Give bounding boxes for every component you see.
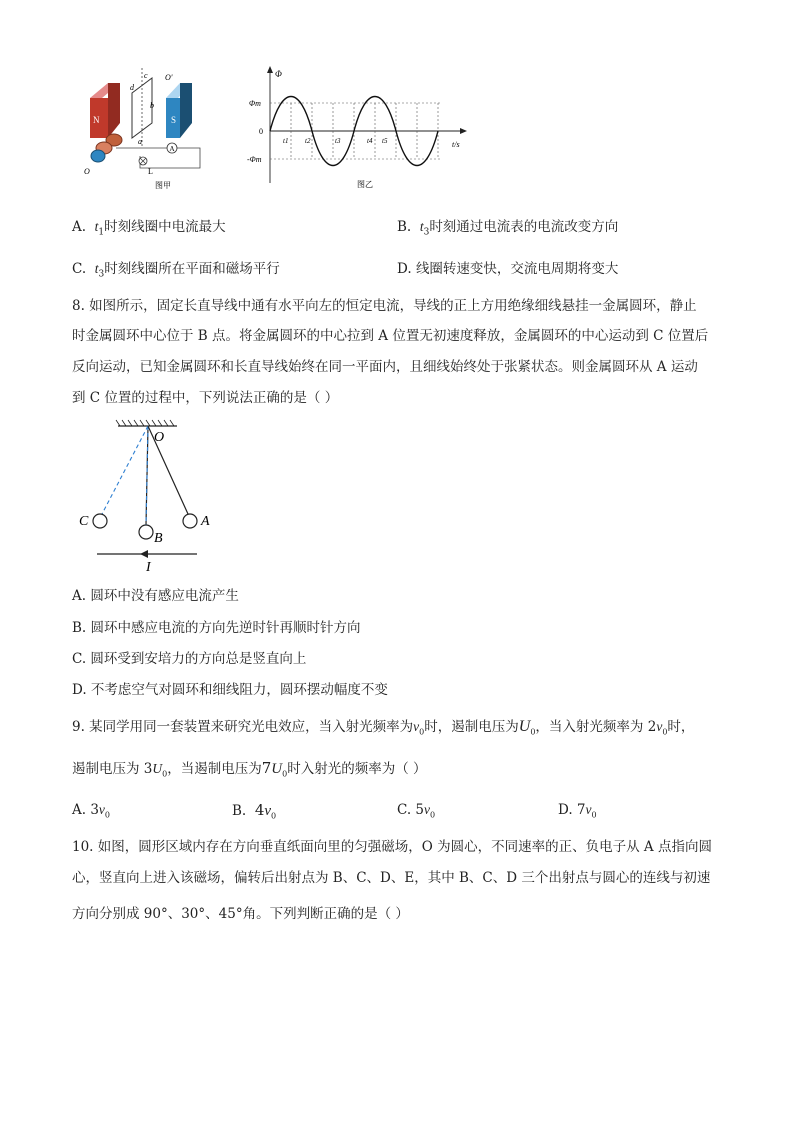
t2-label: t2 <box>305 137 311 145</box>
n-pole-label: N <box>93 115 100 125</box>
t5-label: t5 <box>382 137 388 145</box>
q7-option-a: A. $t_1$时刻线圈中电流最大 <box>72 219 226 238</box>
q8-option-d: D. 不考虑空气对圆环和细线阻力，圆环摆动幅度不变 <box>72 682 388 698</box>
s-pole-label: S <box>171 115 177 125</box>
label-d: d <box>130 83 134 92</box>
q9-option-a: A. $3\nu_0$ <box>72 802 111 820</box>
q9-option-d: D. $7\nu_0$ <box>558 802 597 820</box>
label-c: c <box>144 71 148 80</box>
lamp-label: L <box>148 167 153 176</box>
q8-line-2: 时金属圆环中心位于 B 点。将金属圆环的中心拉到 A 位置无初速度释放，金属圆环的中心运动到 C 位置后 <box>72 328 709 344</box>
current-i-label: I <box>146 560 151 573</box>
q8-option-a: A. 圆环中没有感应电流产生 <box>72 588 239 604</box>
q10-line-1: 10. 如图，圆形区域内存在方向垂直纸面向里的匀强磁场，O 为圆心，不同速率的正、负电子从 A 点指向圆 <box>72 839 712 855</box>
pendulum-figure <box>72 418 222 573</box>
generator-figure <box>80 68 220 193</box>
phi-m-label: Φm <box>249 99 261 108</box>
q9-option-b: B. $4\nu_0$ <box>232 801 277 821</box>
q8-line-3: 反向运动，已知金属圆环和长直导线始终在同一平面内，且细线始终处于张紧状态。则金属圆环从 A 运动 <box>72 359 698 375</box>
zero-label: 0 <box>259 127 263 136</box>
ammeter-label: A <box>169 145 175 153</box>
q8-option-b: B. 圆环中感应电流的方向先逆时针再顺时针方向 <box>72 620 361 636</box>
q9-option-c: C. $5\nu_0$ <box>397 802 436 820</box>
label-o-prime: O' <box>165 73 173 82</box>
q10-line-2: 心，竖直向上进入该磁场，偏转后出射点为 B、C、D、E，其中 B、C、D 三个出射点与圆心的连线与初速 <box>72 870 711 886</box>
q9-line-2: 遏制电压为 $3U_0$，当遏制电压为$7U_0$时入射光的频率为（ ） <box>72 759 427 779</box>
q7-option-b: B. $t_3$时刻通过电流表的电流改变方向 <box>397 219 619 238</box>
point-o-label: O <box>154 430 165 445</box>
q10-line-3: 方向分别成 90°、30°、45°角。下列判断正确的是（ ） <box>72 906 409 922</box>
q8-option-c: C. 圆环受到安培力的方向总是竖直向上 <box>72 651 307 667</box>
jia-caption: 图甲 <box>155 181 171 190</box>
q7-option-d: D. 线圈转速变快，交流电周期将变大 <box>397 261 619 277</box>
label-b: b <box>150 101 154 110</box>
q8-line-1: 8. 如图所示，固定长直导线中通有水平向左的恒定电流，导线的正上方用绝缘细线悬挂一金属圆环，静止 <box>72 298 697 314</box>
point-b-label: B <box>154 531 163 546</box>
t-axis-label: t/s <box>452 140 460 149</box>
label-o: O <box>84 167 90 176</box>
neg-phi-m-label: -Φm <box>247 155 262 164</box>
t4-label: t4 <box>367 137 373 145</box>
q7-option-c: C. $t_3$时刻线圈所在平面和磁场平行 <box>72 261 280 280</box>
phi-label: Φ <box>275 69 282 79</box>
q9-line-1: 9. 某同学用同一套装置来研究光电效应，当入射光频率为$\nu_0$时，遏制电压为$U_0$，当入射光频率为 $2\nu_0$时， <box>72 718 695 737</box>
yi-caption: 图乙 <box>357 180 373 189</box>
point-a-label: A <box>201 514 210 529</box>
label-a: a <box>138 137 142 146</box>
flux-graph <box>245 65 475 195</box>
t1-label: t1 <box>283 137 289 145</box>
t3-label: t3 <box>335 137 341 145</box>
point-c-label: C <box>79 514 89 529</box>
q8-line-4: 到 C 位置的过程中，下列说法正确的是（ ） <box>72 390 339 406</box>
